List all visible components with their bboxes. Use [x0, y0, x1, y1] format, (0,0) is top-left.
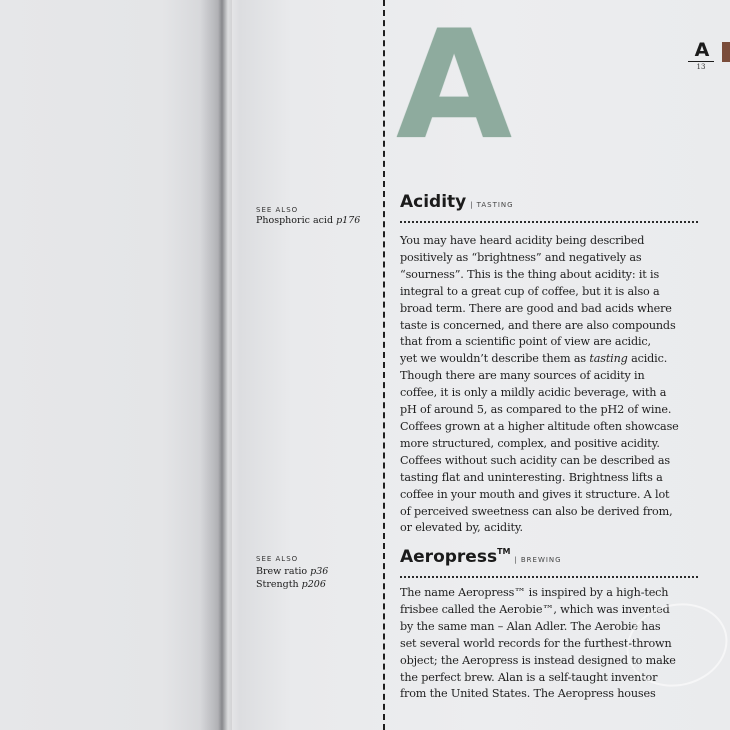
- thumb-tab-rule: [688, 61, 714, 62]
- see-also-label: SEE ALSO: [256, 555, 299, 563]
- entry-body: The name Aeropress™ is inspired by a high-tech frisbee called the Aerobie™, which was invented by the same man – Alan Adler. The Aerobie has set several world records for the furthest-thrown object; the Aeropress is instead designed to make the perfect brew. Alan is a self-taught inventor from the United States. The Aeropress houses: [400, 586, 676, 701]
- dashed-divider: [383, 0, 385, 730]
- page-number: 13: [696, 63, 706, 71]
- see-also-label: SEE ALSO: [256, 206, 299, 214]
- heading-underline: [400, 221, 698, 223]
- entry-heading: [400, 547, 562, 567]
- section-letter: A: [396, 0, 513, 173]
- entry-category: | TASTING: [470, 201, 514, 209]
- entry-title: Acidity: [400, 192, 467, 212]
- see-also-term: Phosphoric acid: [256, 215, 334, 226]
- book-gutter: [200, 0, 240, 730]
- see-also-page: p176: [336, 215, 361, 226]
- see-also-term: Strength: [256, 579, 299, 590]
- entry-body: You may have heard acidity being described positively as “brightness” and negatively as “sourness”. This is the thing about acidity: it is integral to a great cup of coffee, but it is also a broad term. There are good and bad acids where taste is concerned, and there are also compounds that from a scientific point of view are acidic, yet we wouldn’t describe them as tasting acidic. Though there are many sources of acidity in coffee, it is only a mildly acidic beverage, with a pH of around 5, as compared to the pH2 of wine. Coffees grown at a higher altitude often showcase more structured, complex, and positive acidity. Coffees without such acidity can be described as tasting flat and uninteresting. Brightness lifts a coffee in your mouth and gives it structure. A lot of perceived sweetness can also be derived from, or elevated by, acidity.: [400, 234, 679, 535]
- thumb-tab-color: [722, 42, 730, 62]
- heading-underline: [400, 576, 698, 578]
- entry-heading: [400, 192, 514, 212]
- see-also-page: p206: [301, 579, 326, 590]
- entry-title: Aeropress™: [400, 547, 511, 567]
- see-also-page: p36: [310, 566, 329, 577]
- see-also-link[interactable]: [256, 579, 326, 590]
- thumb-tab-letter: A: [694, 39, 710, 61]
- entry-category: | BREWING: [514, 556, 562, 564]
- see-also-link[interactable]: [256, 215, 360, 226]
- see-also-link[interactable]: [256, 566, 328, 577]
- see-also-term: Brew ratio: [256, 566, 308, 577]
- left-page: [0, 0, 232, 730]
